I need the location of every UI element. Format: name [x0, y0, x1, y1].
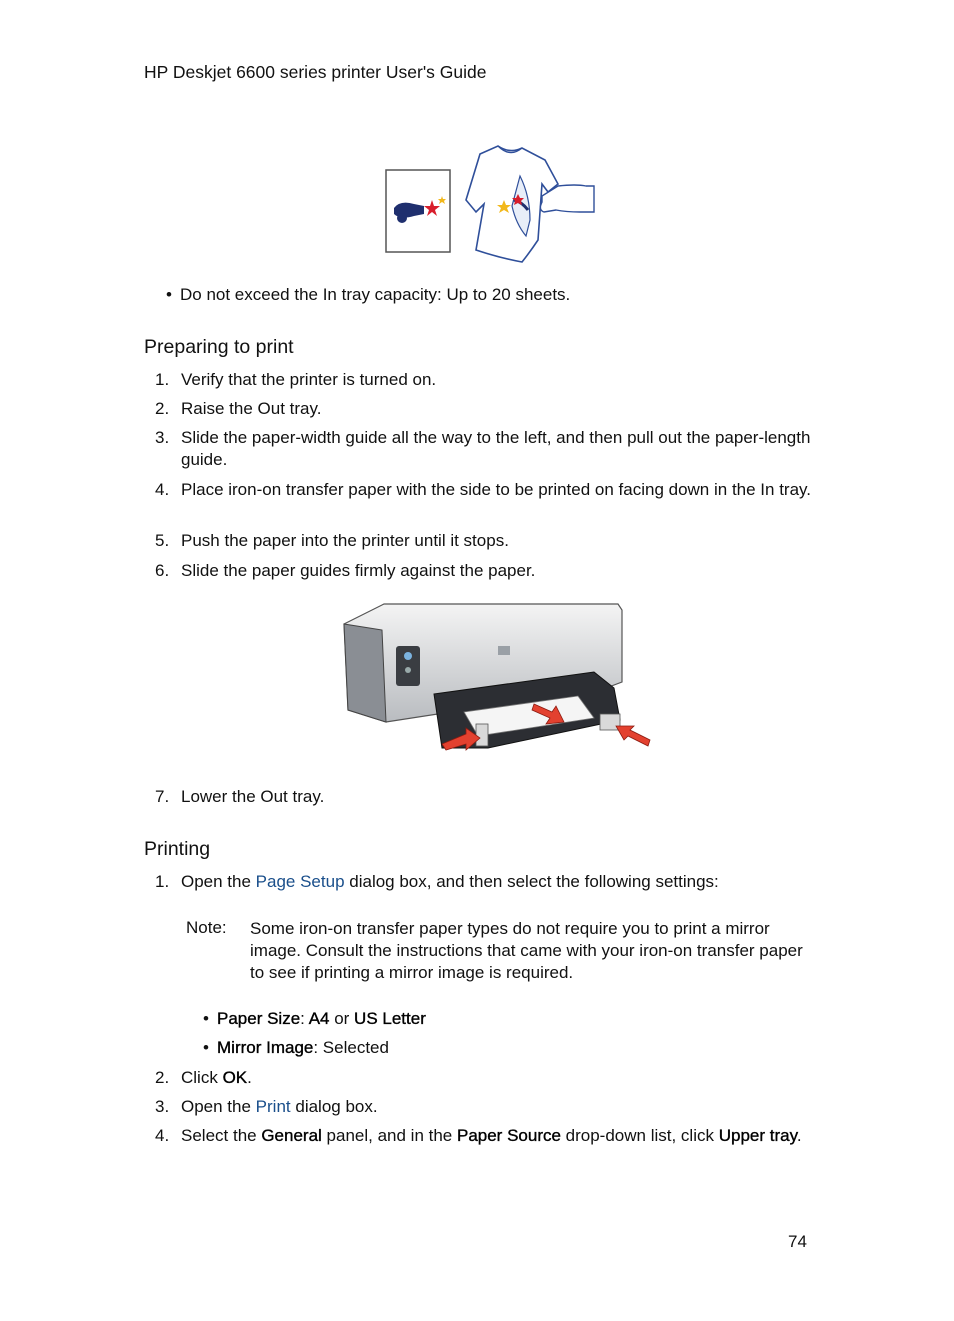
page-number: 74 [788, 1232, 807, 1251]
capacity-bullet-text: Do not exceed the In tray capacity: Up to 20 sheets. [180, 285, 571, 304]
iron-on-transfer-illustration [380, 140, 610, 270]
note-text: Some iron-on transfer paper types do not require you to print a mirror image. Consult the instructions that came with your iron-on transfer paper to see if printing a mirror image is required. [250, 919, 803, 982]
page-setup-link[interactable]: Page Setup [255, 872, 345, 891]
printer-paper-guides-illustration [338, 598, 653, 760]
page-header: HP Deskjet 6600 series printer User's Guide [144, 62, 487, 82]
print-link[interactable]: Print [255, 1097, 291, 1116]
hp-logo [498, 646, 510, 655]
note-label: Note: [186, 918, 227, 937]
printing-heading: Printing [144, 838, 211, 860]
arrow-right [616, 726, 650, 746]
preparing-heading: Preparing to print [144, 336, 294, 358]
